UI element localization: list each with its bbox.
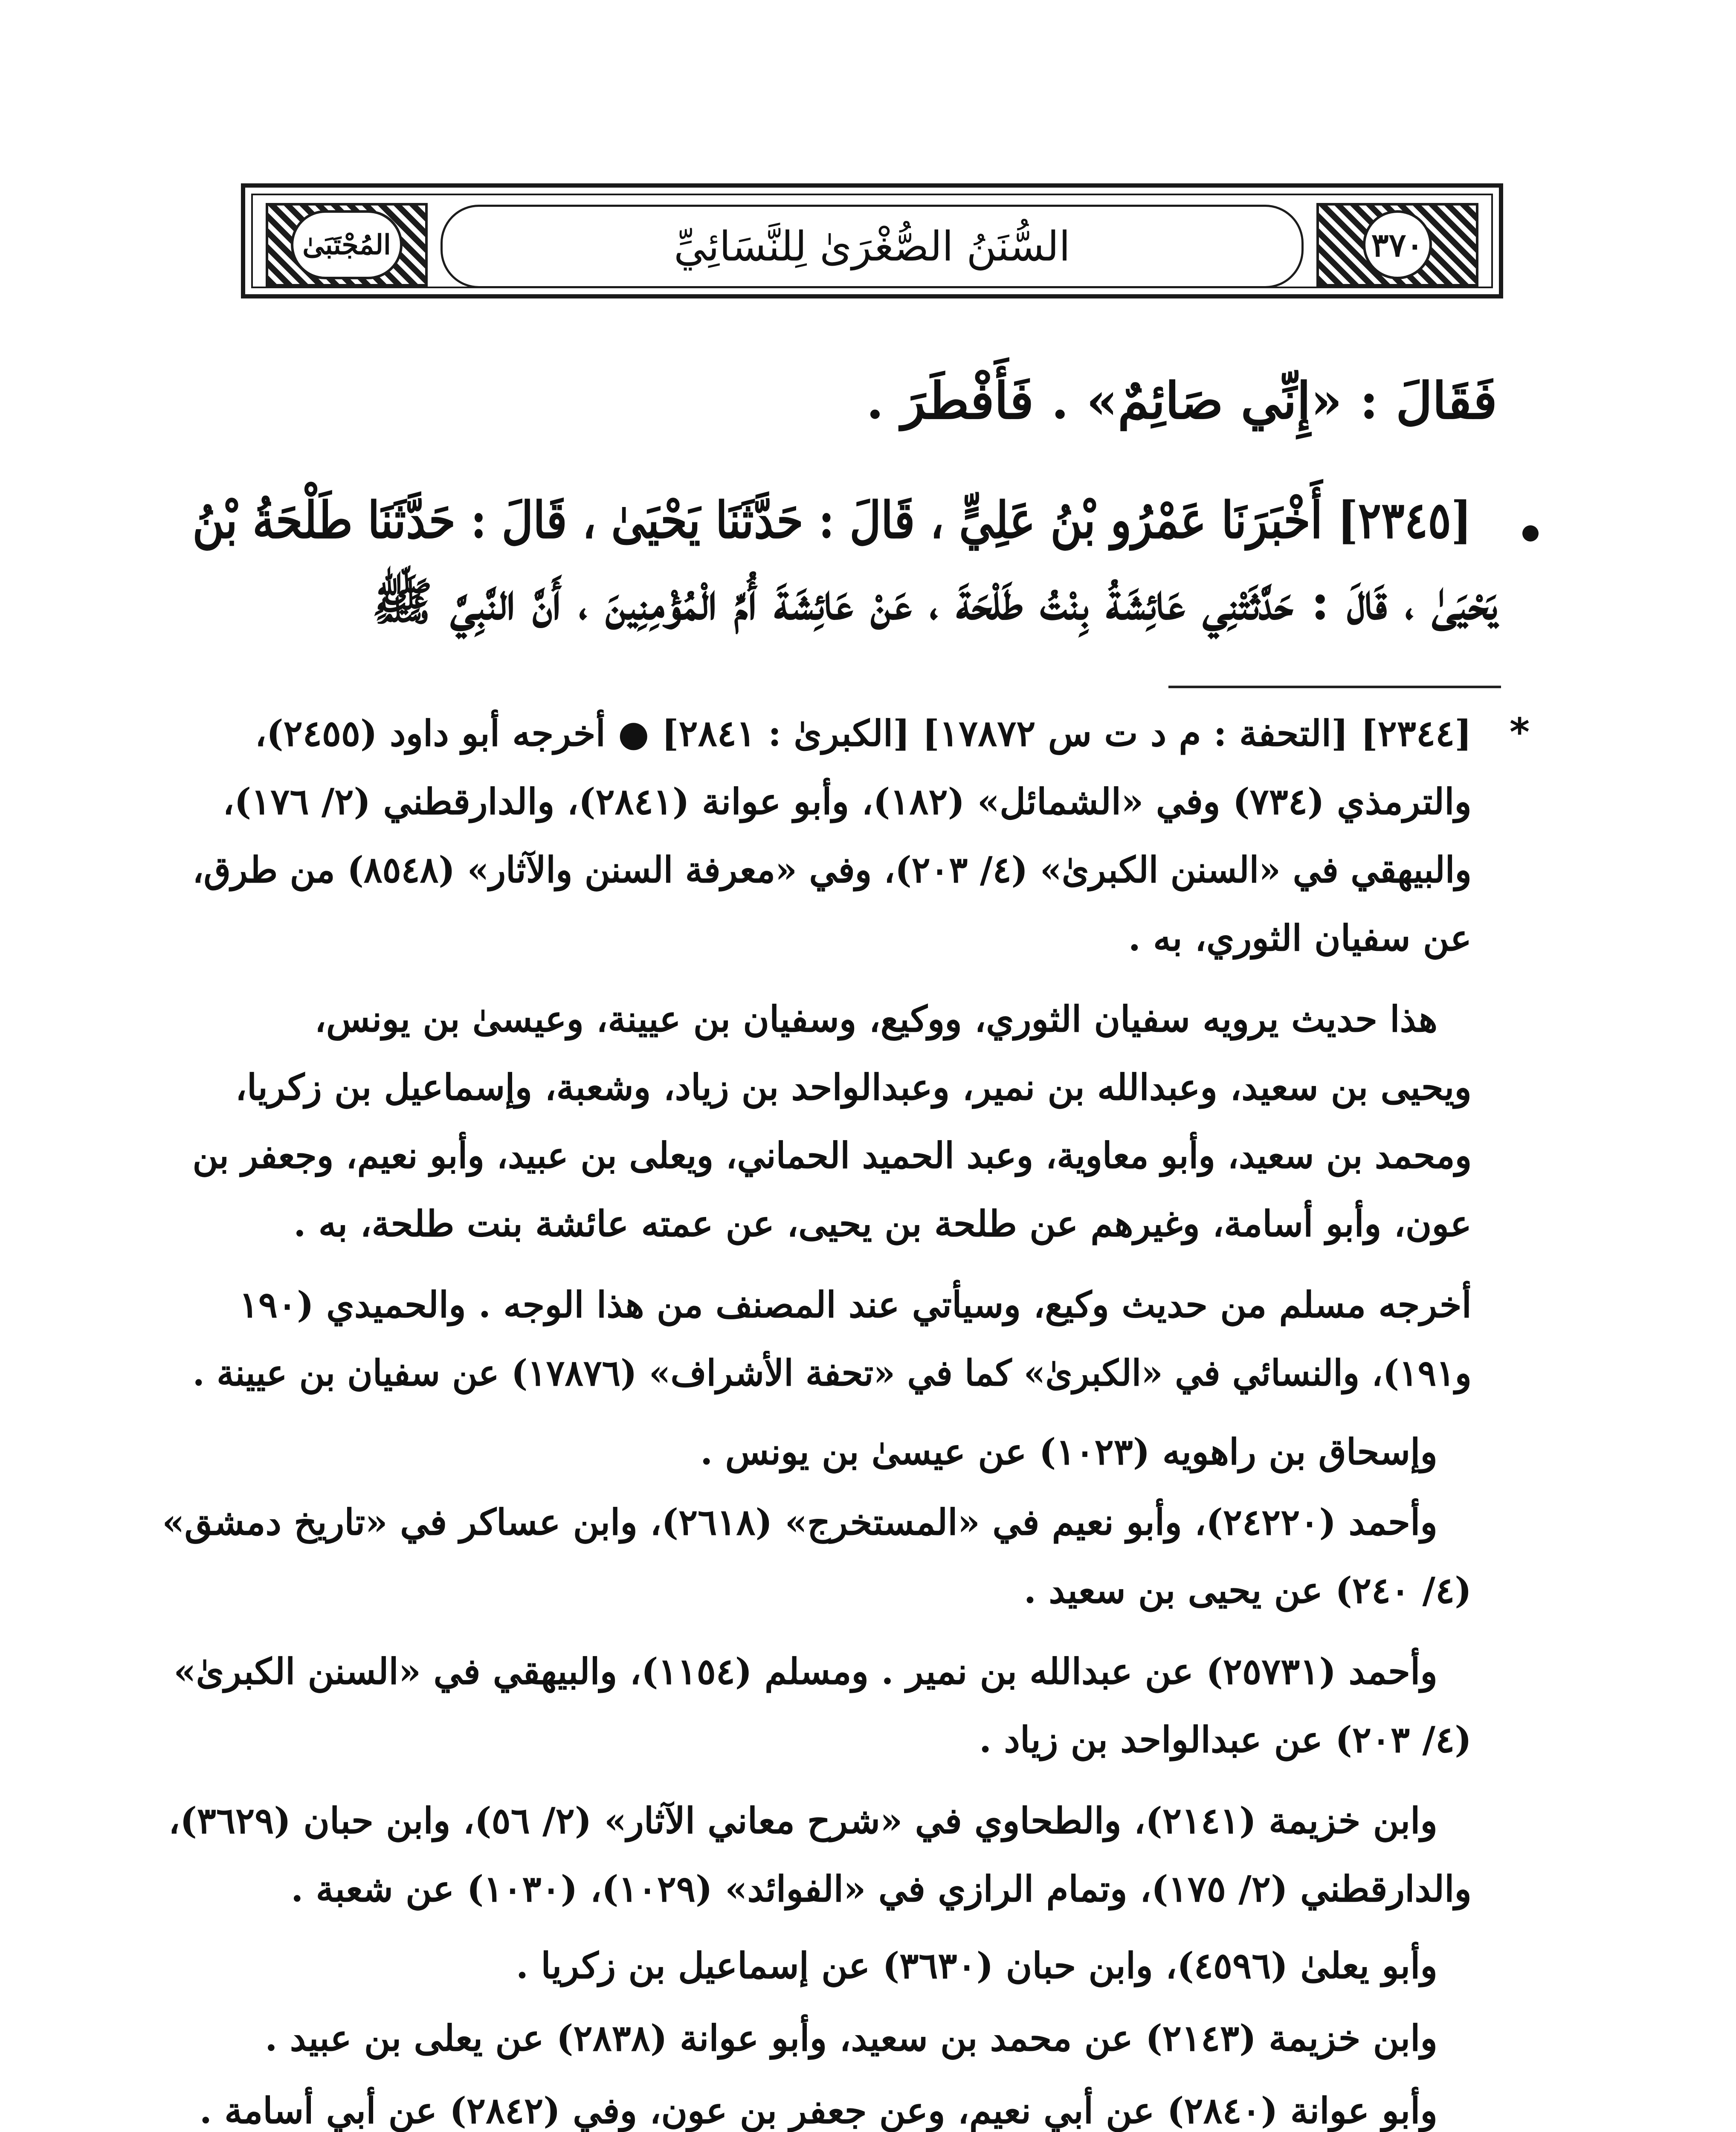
footnote-line: وابن خزيمة (٢١٤٣) عن محمد بن سعيد، وأبو عوانة (٢٨٣٨) عن يعلى بن عبيد . xyxy=(265,2017,1437,2059)
footnote-line: وأحمد (٢٥٧٣١) عن عبدالله بن نمير . ومسلم (١١٥٤)، والبيهقي في «السنن الكبرىٰ» xyxy=(174,1650,1437,1692)
footnote-line: والترمذي (٧٣٤) وفي «الشمائل» (١٨٢)، وأبو عوانة (٢٨٤١)، والدارقطني (٢/ ١٧٦)، xyxy=(223,780,1472,823)
footnote-line: عون، وأبو أسامة، وغيرهم عن طلحة بن يحيى، عن عمته عائشة بنت طلحة، به . xyxy=(293,1202,1472,1245)
page-header xyxy=(241,183,1503,298)
footnote-line: ويحيى بن سعيد، وعبدالله بن نمير، وعبدالواحد بن زياد، وشعبة، وإسماعيل بن زكريا، xyxy=(235,1066,1472,1108)
main-text-line-2: [٢٣٤٥] أَخْبَرَنَا عَمْرُو بْنُ عَلِيٍّ ، قَالَ : حَدَّثَنَا يَحْيَىٰ ، قَالَ : حَدَّثَنَا طَلْحَةُ بْنُ xyxy=(192,490,1472,550)
main-text-line-3: يَحْيَىٰ ، قَالَ : حَدَّثَتْنِي عَائِشَةُ بِنْتُ طَلْحَةَ ، عَنْ عَائِشَةَ أُمِّ الْمُؤْمِنِينَ ، أَنَّ النَّبِيَّ ﷺ xyxy=(372,572,1497,631)
footnote-line: أخرجه مسلم من حديث وكيع، وسيأتي عند المصنف من هذا الوجه . والحميدي (١٩٠ xyxy=(239,1283,1472,1326)
main-text-line-1: فَقَالَ : «إِنِّي صَائِمٌ» . فَأَفْطَرَ . xyxy=(866,371,1497,430)
footnote-line: والدارقطني (٢/ ١٧٥)، وتمام الرازي في «الفوائد» (١٠٢٩)، (١٠٣٠) عن شعبة . xyxy=(291,1868,1472,1910)
page-title: السُّنَنُ الصُّغْرَىٰ لِلنَّسَائِيِّ xyxy=(674,223,1070,270)
footnote-line: هذا حديث يرويه سفيان الثوري، ووكيع، وسفيان بن عيينة، وعيسىٰ بن يونس، xyxy=(314,998,1437,1040)
footnote-star-icon: * xyxy=(1510,710,1530,755)
hadith-bullet xyxy=(1522,525,1539,542)
footnote-line: ومحمد بن سعيد، وأبو معاوية، وعبد الحميد الحماني، ويعلى بن عبيد، وأبو نعيم، وجعفر بن xyxy=(192,1134,1472,1176)
book-mark-ornament xyxy=(266,203,428,287)
footnote-line: و١٩١)، والنسائي في «الكبرىٰ» كما في «تحفة الأشراف» (١٧٨٧٦) عن سفيان بن عيينة . xyxy=(192,1352,1472,1394)
footnote-line: وابن خزيمة (٢١٤١)، والطحاوي في «شرح معاني الآثار» (٢/ ٥٦)، وابن حبان (٣٦٢٩)، xyxy=(168,1799,1437,1842)
footnote-line: (٤/ ٢٠٣) عن عبدالواحد بن زياد . xyxy=(979,1718,1472,1761)
footnote-line: (٤/ ٢٤٠) عن يحيى بن سعيد . xyxy=(1023,1569,1472,1611)
page-number-ornament xyxy=(1316,203,1478,287)
footnote-line: عن سفيان الثوري، به . xyxy=(1128,917,1472,959)
footnote-line: وأحمد (٢٤٢٢٠)، وأبو نعيم في «المستخرج» (٢٦١٨)، وابن عساكر في «تاريخ دمشق» xyxy=(162,1501,1437,1543)
title-cartouche xyxy=(441,205,1304,288)
footnote-line: وأبو عوانة (٢٨٤٠) عن أبي نعيم، وعن جعفر بن عون، وفي (٢٨٤٢) عن أبي أسامة . xyxy=(199,2089,1437,2132)
footnote-line: والبيهقي في «السنن الكبرىٰ» (٤/ ٢٠٣)، وفي «معرفة السنن والآثار» (٨٥٤٨) من طرق، xyxy=(192,849,1472,891)
footnote-line: وإسحاق بن راهويه (١٠٢٣) عن عيسىٰ بن يونس . xyxy=(700,1431,1437,1473)
footnote-line: [٢٣٤٤] [التحفة : م د ت س ١٧٨٧٢] [الكبرىٰ : ٢٨٤١] ● أخرجه أبو داود (٢٤٥٥)، xyxy=(255,712,1472,754)
header-inner-border xyxy=(251,194,1493,288)
book-mark: المُجْتَبَىٰ xyxy=(291,210,403,279)
page-number: ٣٧٠ xyxy=(1363,210,1432,279)
footnote-line: وأبو يعلىٰ (٤٥٩٦)، وابن حبان (٣٦٣٠) عن إسماعيل بن زكريا . xyxy=(516,1944,1437,1987)
footnote-separator xyxy=(1168,686,1501,688)
